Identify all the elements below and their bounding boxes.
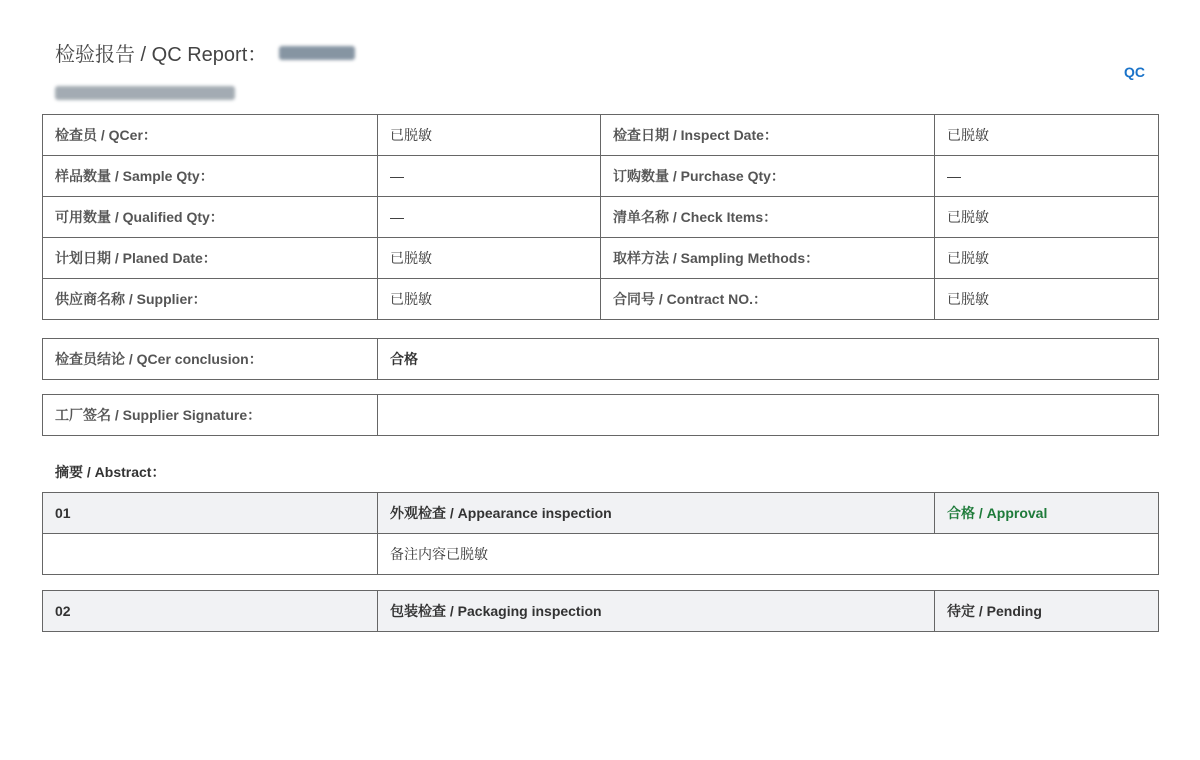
- sampling-methods-value: 已脱敏: [935, 238, 1159, 279]
- table-row: [43, 279, 1159, 320]
- qualified-qty-label: 可用数量 / Qualified Qty：: [43, 197, 378, 238]
- qcer-value: 已脱敏: [378, 115, 601, 156]
- report-title: [55, 38, 355, 67]
- abstract-label: 摘要 / Abstract：: [55, 464, 166, 480]
- planed-date-value: 已脱敏: [378, 238, 601, 279]
- check-items-value: 已脱敏: [935, 197, 1159, 238]
- inspect-date-label: 检查日期 / Inspect Date：: [601, 115, 935, 156]
- contract-no-value: 已脱敏: [935, 279, 1159, 320]
- table-row: [43, 395, 1159, 436]
- info-table: [42, 114, 1159, 320]
- inspect-date-value: 已脱敏: [935, 115, 1159, 156]
- item-name: 包装检查 / Packaging inspection: [378, 591, 935, 632]
- item-name: 外观检查 / Appearance inspection: [378, 493, 935, 534]
- signature-table: [42, 394, 1159, 436]
- qcer-label: 检查员 / QCer：: [43, 115, 378, 156]
- purchase-qty-value: —: [935, 156, 1159, 197]
- conclusion-value: 合格: [378, 339, 1159, 380]
- purchase-qty-label: 订购数量 / Purchase Qty：: [601, 156, 935, 197]
- table-row: [43, 197, 1159, 238]
- sampling-methods-label: 取样方法 / Sampling Methods：: [601, 238, 935, 279]
- qualified-qty-value: —: [378, 197, 601, 238]
- check-items-label: 清单名称 / Check Items：: [601, 197, 935, 238]
- table-row: [43, 115, 1159, 156]
- table-row: [43, 534, 1159, 575]
- contract-no-label: 合同号 / Contract NO.：: [601, 279, 935, 320]
- item-result: 合格 / Approval: [935, 493, 1159, 534]
- signature-label: 工厂签名 / Supplier Signature：: [43, 395, 378, 436]
- sample-qty-value: —: [378, 156, 601, 197]
- qc-link[interactable]: QC: [1124, 64, 1145, 80]
- table-row: [43, 238, 1159, 279]
- supplier-label: 供应商名称 / Supplier：: [43, 279, 378, 320]
- item-note: 备注内容已脱敏: [378, 534, 1159, 575]
- signature-value[interactable]: [378, 395, 1159, 436]
- redacted-subtitle: [55, 86, 235, 100]
- report-title-text: 检验报告 / QC Report：: [55, 44, 268, 66]
- conclusion-label: 检查员结论 / QCer conclusion：: [43, 339, 378, 380]
- table-row: [43, 493, 1159, 534]
- table-row: [43, 591, 1159, 632]
- abstract-item-01: [42, 492, 1159, 575]
- redacted-report-number: [279, 46, 355, 60]
- abstract-item-02: [42, 590, 1159, 632]
- conclusion-table: [42, 338, 1159, 380]
- item-note-spacer: [43, 534, 378, 575]
- item-result: 待定 / Pending: [935, 591, 1159, 632]
- item-number: 02: [43, 591, 378, 632]
- supplier-value: 已脱敏: [378, 279, 601, 320]
- table-row: [43, 156, 1159, 197]
- planed-date-label: 计划日期 / Planed Date：: [43, 238, 378, 279]
- table-row: [43, 339, 1159, 380]
- item-number: 01: [43, 493, 378, 534]
- sample-qty-label: 样品数量 / Sample Qty：: [43, 156, 378, 197]
